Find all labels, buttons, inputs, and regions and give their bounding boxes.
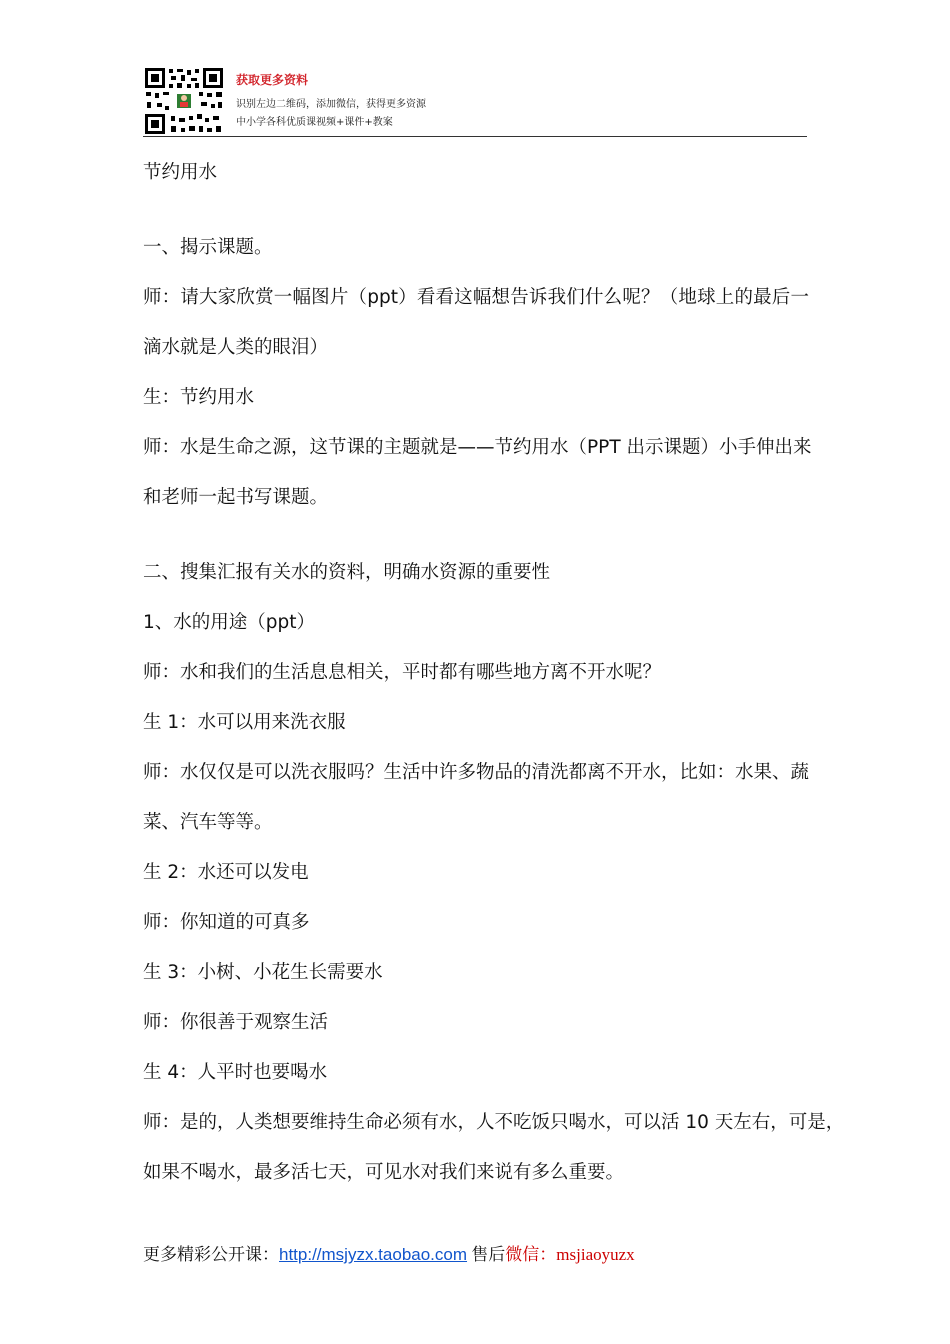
qr-code-icon xyxy=(143,66,225,136)
paragraph-line: 师：请大家欣赏一幅图片（ppt）看看这幅想告诉我们什么呢？（地球上的最后一 xyxy=(143,287,809,308)
paragraph-line: 师：水和我们的生活息息相关，平时都有哪些地方离不开水呢？ xyxy=(143,662,662,683)
paragraph-line: 菜、汽车等等。 xyxy=(143,812,273,833)
document-title: 节约用水 xyxy=(143,162,218,183)
paragraph-line: 和老师一起书写课题。 xyxy=(143,487,329,508)
brand-subtitle: 中小学各科优质课视频+课件+教案 xyxy=(236,117,393,128)
store-link[interactable]: http://msjyzx.taobao.com xyxy=(279,1245,468,1264)
header-divider xyxy=(143,136,807,137)
footer-after-sale: 售后 xyxy=(467,1245,506,1264)
footer-wechat-id: msjiaoyuzx xyxy=(556,1245,635,1264)
brand-title: 获取更多资料 xyxy=(236,73,309,87)
paragraph-line: 生 4：人平时也要喝水 xyxy=(143,1062,328,1083)
paragraph-line: 生 1：水可以用来洗衣服 xyxy=(143,712,346,733)
subsection-heading: 1、水的用途（ppt） xyxy=(143,612,316,633)
paragraph-line: 生 3：小树、小花生长需要水 xyxy=(143,962,383,983)
paragraph-line: 生 2：水还可以发电 xyxy=(143,862,309,883)
section-heading: 一、揭示课题。 xyxy=(143,237,273,258)
brand-tagline: 识别左边二维码，添加微信，获得更多资源 xyxy=(236,99,426,110)
section-heading: 二、搜集汇报有关水的资料，明确水资源的重要性 xyxy=(143,562,551,583)
page-footer xyxy=(143,1240,635,1265)
paragraph-line: 师：水仅仅是可以洗衣服吗？生活中许多物品的清洗都离不开水，比如：水果、蔬 xyxy=(143,762,810,783)
paragraph-line: 师：水是生命之源，这节课的主题就是——节约用水（PPT 出示课题）小手伸出来 xyxy=(143,437,812,458)
footer-prefix: 更多精彩公开课： xyxy=(143,1245,279,1264)
page-header xyxy=(143,66,807,138)
paragraph-line: 如果不喝水，最多活七天，可见水对我们来说有多么重要。 xyxy=(143,1162,625,1183)
paragraph-line: 师：你知道的可真多 xyxy=(143,912,310,933)
paragraph-line: 滴水就是人类的眼泪） xyxy=(143,337,329,358)
paragraph-line: 生：节约用水 xyxy=(143,387,255,408)
paragraph-line: 师：你很善于观察生活 xyxy=(143,1012,329,1033)
footer-wechat-label: 微信： xyxy=(505,1245,557,1264)
paragraph-line: 师：是的，人类想要维持生命必须有水，人不吃饭只喝水，可以活 10 天左右，可是， xyxy=(143,1112,845,1133)
